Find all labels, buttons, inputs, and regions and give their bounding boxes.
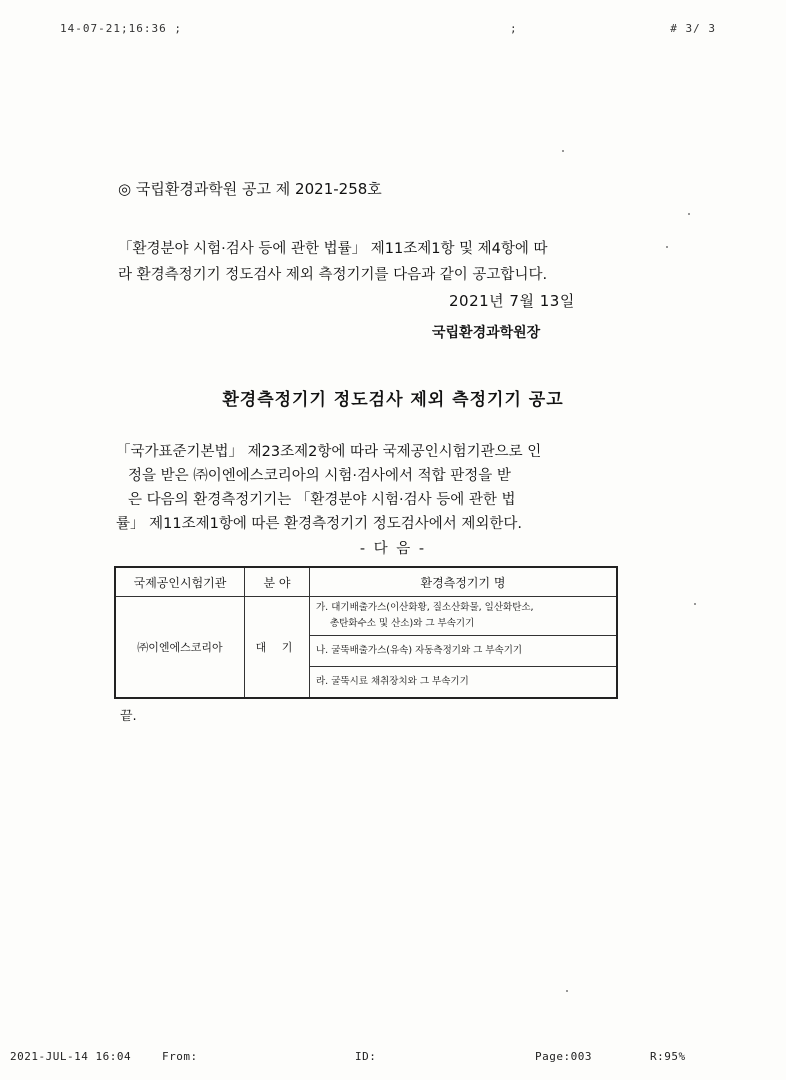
header-field: 분 야 [245,567,310,597]
header-org: 국제공인시험기관 [115,567,245,597]
device-item-1-line-1: 가. 대기배출가스(이산화황, 질소산화물, 일산화탄소, [316,602,534,613]
body-line-4: 률」 제11조제1항에 따른 환경측정기기 정도검사에서 제외한다. [116,516,522,532]
body-paragraph [116,440,616,536]
scan-speck [666,246,668,248]
fax-footer-resolution: R:95% [650,1050,686,1063]
table-header-row [115,567,617,597]
notice-issuer: 국립환경과학원장 [432,325,541,341]
end-mark: 끝. [120,709,137,724]
device-item-1 [310,597,618,636]
fax-footer [10,1050,750,1068]
device-table [114,566,618,699]
scan-speck [694,603,696,605]
scan-speck [562,150,564,152]
body-line-3: 은 다음의 환경측정기기는 「환경분야 시험·검사 등에 관한 법 [128,492,516,508]
notice-number: ◎ 국립환경과학원 공고 제 2021-258호 [118,180,382,198]
intro-line-1: 「환경분야 시험·검사 등에 관한 법률」 제11조제1항 및 제4항에 따 [118,241,548,257]
body-line-1: 「국가표준기본법」 제23조제2항에 따라 국제공인시험기관으로 인 [116,444,542,460]
device-item-2-line-1: 나. 굴뚝배출가스(유속) 자동측정기와 그 부속기기 [316,645,523,656]
intro-line-2: 라 환경측정기기 정도검사 제외 측정기기를 다음과 같이 공고합니다. [118,267,548,283]
sub-title: - 다 음 - [359,541,427,557]
fax-header-page: # 3/ 3 [670,22,716,35]
header-device: 환경측정기기 명 [310,567,618,597]
fax-header [60,22,716,40]
body-line-2: 정을 받은 ㈜이엔에스코리아의 시험·검사에서 적합 판정을 받 [128,468,511,484]
scan-speck [688,213,690,215]
device-item-1-line-2: 총탄화수소 및 산소)와 그 부속기기 [330,618,475,629]
field-name-cell: 대 기 [245,597,310,699]
device-item-2 [310,636,618,667]
fax-header-timestamp: 14-07-21;16:36 ; [60,22,182,35]
device-item-3 [310,667,618,699]
device-table-wrap [114,566,618,699]
document-title: 환경측정기기 정도검사 제외 측정기기 공고 [222,390,564,410]
fax-footer-timestamp: 2021-JUL-14 16:04 [10,1050,132,1063]
fax-footer-from: From: [162,1050,198,1063]
device-item-3-line-1: 라. 굴뚝시료 채취장치와 그 부속기기 [316,676,469,687]
fax-footer-id: ID: [355,1050,377,1063]
fax-footer-page: Page:003 [535,1050,592,1063]
scan-speck [566,990,568,992]
notice-date: 2021년 7월 13일 [449,292,575,310]
org-name-cell: ㈜이엔에스코리아 [115,597,245,699]
fax-header-mark: ; [510,22,518,35]
notice-intro [118,236,613,288]
table-row [115,597,617,636]
